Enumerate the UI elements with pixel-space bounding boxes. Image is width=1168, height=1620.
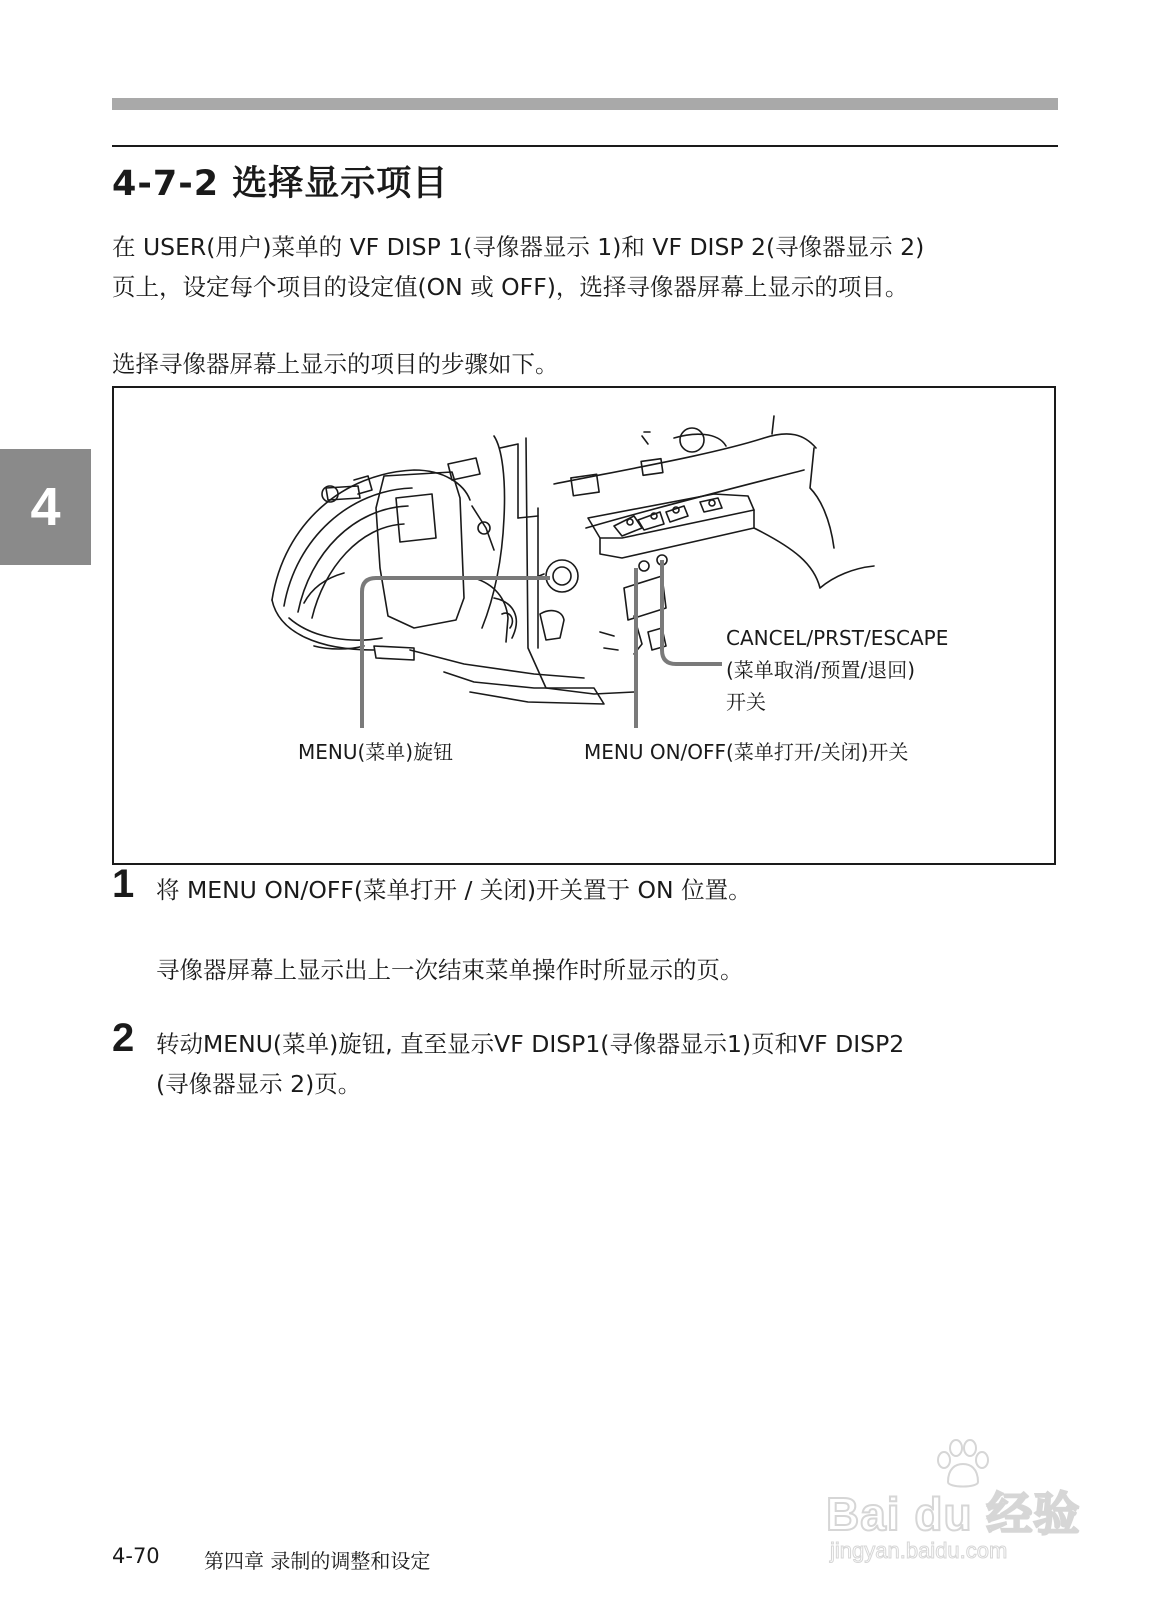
- baidu-jingyan-logo: Bai du 经验: [826, 1488, 1081, 1540]
- chapter-side-tab: 4: [0, 449, 91, 565]
- step-2-number: 2: [112, 1016, 135, 1060]
- step-1-text: 将 MENU ON/OFF(菜单打开 / 关闭)开关置于 ON 位置。: [156, 876, 752, 904]
- baidu-watermark: [826, 1438, 1106, 1568]
- procedure-intro: 选择寻像器屏幕上显示的项目的步骤如下。: [112, 350, 559, 378]
- footer-chapter-title: 第四章 录制的调整和设定: [204, 1549, 431, 1573]
- callout-menu-switch: MENU ON/OFF(菜单打开/关闭)开关: [584, 740, 909, 764]
- watermark-url: jingyan.baidu.com: [830, 1538, 1008, 1563]
- title-rule: [112, 145, 1058, 147]
- callout-menu-knob: MENU(菜单)旋钮: [298, 740, 454, 764]
- step-2-line-1: 转动MENU(菜单)旋钮, 直至显示VF DISP1(寻像器显示1)页和VF DISP2: [156, 1030, 905, 1058]
- camera-figure: [112, 386, 1056, 865]
- footer-page-number: 4-70: [112, 1544, 160, 1568]
- step-1-note: 寻像器屏幕上显示出上一次结束菜单操作时所显示的页。: [156, 956, 744, 984]
- callout-cancel-label-switch: 开关: [726, 690, 766, 714]
- section-title: 4-7-2 选择显示项目: [112, 164, 449, 204]
- callout-cancel-label: CANCEL/PRST/ESCAPE: [726, 626, 949, 650]
- step-2-line-2: (寻像器显示 2)页。: [156, 1070, 362, 1098]
- callout-cancel-label-cn: (菜单取消/预置/退回): [726, 658, 916, 682]
- body-line-1: 在 USER(用户)菜单的 VF DISP 1(寻像器显示 1)和 VF DISP 2(寻像器显示 2): [112, 233, 925, 261]
- top-gray-bar: [112, 98, 1058, 110]
- body-line-2: 页上，设定每个项目的设定值(ON 或 OFF)，选择寻像器屏幕上显示的项目。: [112, 273, 909, 301]
- body-paragraph: [112, 227, 1062, 307]
- step-1-number: 1: [112, 862, 135, 906]
